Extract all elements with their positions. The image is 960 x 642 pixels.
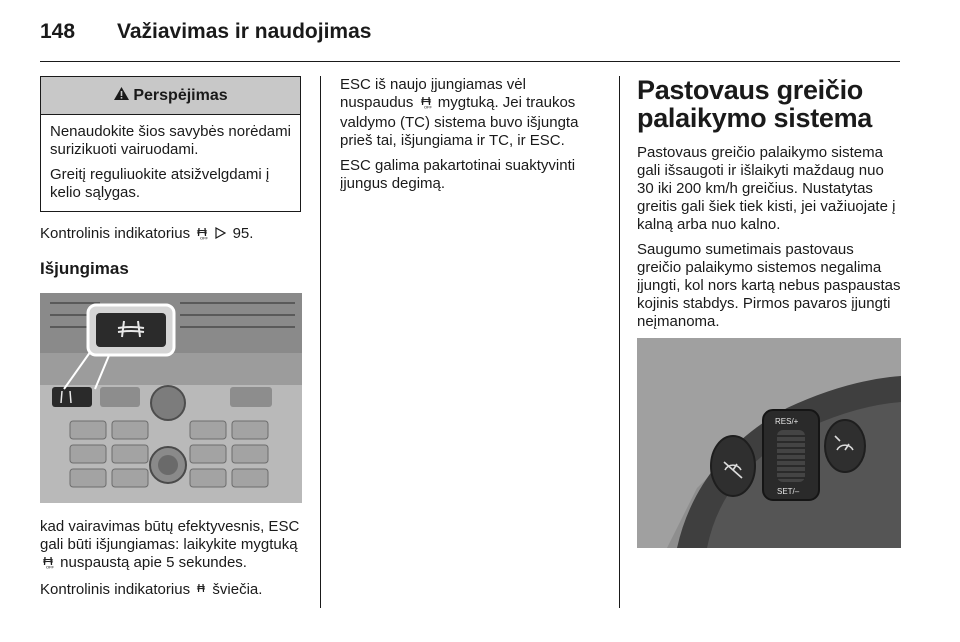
svg-text:OFF: OFF xyxy=(200,235,209,240)
svg-text:OFF: OFF xyxy=(423,104,432,109)
warning-triangle-icon xyxy=(113,86,130,106)
paragraph-text: mygtuką. Jei traukos valdymo (TC) sistema buvo išjungta prieš tai, išjungiama ir TC, ir ESC. xyxy=(340,94,579,149)
esc-off-icon xyxy=(196,583,206,601)
page-number: 148 xyxy=(40,20,76,43)
column-right xyxy=(637,76,901,548)
column-divider xyxy=(619,76,620,608)
indicator-text: Kontrolinis indikatorius xyxy=(40,225,191,242)
header-rule xyxy=(40,61,900,62)
steering-wheel-controls-photo xyxy=(637,338,901,548)
svg-text:OFF: OFF xyxy=(46,564,54,569)
paragraph-text: Kontrolinis indikatorius xyxy=(40,581,191,598)
warning-text: Nenaudokite šios savybės norėdami surizikuoti vairuodami. xyxy=(50,123,291,158)
esc-off-icon xyxy=(42,556,54,574)
cruise-intro-paragraph: Pastovaus greičio palaikymo sistema gali išsaugoti ir išlaikyti maždaug nuo 30 iki 200 km/h greičius. Nustatytas greitis gali šiek tiek kisti, jei važiuojate į kalną arba nuo kalno. xyxy=(637,144,896,233)
page-title: Važiavimas ir naudojimas xyxy=(117,20,372,43)
res-label: RES/+ xyxy=(775,417,799,426)
page-reference: 95. xyxy=(232,225,254,242)
paragraph-text: nuspaustą apie 5 sekundes. xyxy=(60,554,247,571)
reference-arrow-icon xyxy=(215,226,226,244)
esc-reenable-paragraph xyxy=(340,76,602,150)
section-heading: Pastovaus greičio palaikymo sistema xyxy=(637,75,873,133)
esc-ignition-paragraph: ESC galima pakartotinai suaktyvinti įjungus degimą. xyxy=(340,157,576,192)
indicator-paragraph xyxy=(40,225,302,245)
warning-box xyxy=(40,76,301,212)
column-divider xyxy=(320,76,321,608)
esc-disable-paragraph xyxy=(40,518,302,574)
column-left xyxy=(40,76,302,608)
warning-header xyxy=(41,77,300,115)
column-middle xyxy=(340,76,602,200)
esc-button-photo xyxy=(40,293,302,503)
warning-body xyxy=(41,115,300,211)
paragraph-text: ESC iš naujo įjungiamas vėl nuspaudus xyxy=(340,76,526,111)
paragraph-text: kad vairavimas būtų efektyvesnis, ESC gali būti išjungiamas: laikykite mygtuką xyxy=(40,518,300,553)
indicator-on-paragraph xyxy=(40,581,302,601)
esc-off-icon xyxy=(196,227,208,245)
warning-title: Perspėjimas xyxy=(133,86,228,104)
set-label: SET/– xyxy=(777,487,800,496)
section-subheading: Išjungimas xyxy=(40,259,129,278)
esc-off-icon xyxy=(420,96,432,114)
cruise-safety-paragraph: Saugumo sumetimais pastovaus greičio palaikymo sistemos negalima įjungti, kol nors kartą nebus paspaustas kojinis stabdys. Pirmos pavaros įjungti neįmanoma. xyxy=(637,241,901,330)
paragraph-text: šviečia. xyxy=(212,581,263,598)
warning-text: Greitį reguliuokite atsižvelgdami į kelio sąlygas. xyxy=(50,166,270,201)
page-header xyxy=(40,18,900,60)
